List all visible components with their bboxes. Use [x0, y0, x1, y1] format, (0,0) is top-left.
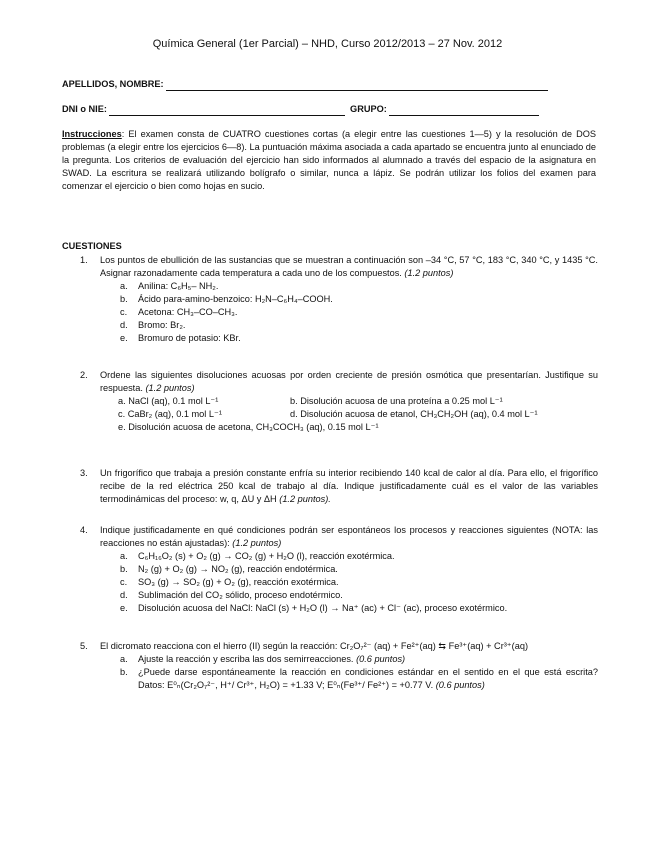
- option-row: [118, 408, 598, 421]
- list-item: [120, 602, 598, 615]
- list-item: [120, 319, 598, 332]
- question-number: 1.: [80, 255, 88, 265]
- name-label: APELLIDOS, NOMBRE:: [62, 79, 164, 89]
- instructions-label: Instrucciones: [62, 129, 122, 139]
- item-text: Acetona: CH₃–CO–CH₃.: [138, 307, 238, 317]
- item-label: a.: [120, 551, 128, 561]
- list-item: [120, 550, 598, 563]
- question-number: 2.: [80, 370, 88, 380]
- q4-points: (1.2 puntos): [232, 538, 282, 548]
- question-number: 5.: [80, 641, 88, 651]
- q1-text: Los puntos de ebullición de las sustancias que se muestran a continuación son –34 °C, 57 °C, 183 °C, 340 °C, y 1435 °C. Asignar razonadamente cada temperatura a cada uno de los compuestos.: [100, 255, 598, 278]
- q2-text: Ordene las siguientes disoluciones acuosas por orden creciente de presión osmótica que presentarían. Justifique su respuesta.: [100, 370, 598, 393]
- question-1: [80, 254, 598, 345]
- question-5: [80, 640, 598, 692]
- instructions: [62, 128, 596, 193]
- item-text: C₆H₁₆O₂ (s) + O₂ (g) → CO₂ (g) + H₂O (l), reacción exotérmica.: [138, 551, 395, 561]
- item-text: SO₃ (g) → SO₂ (g) + O₂ (g), reacción exotérmica.: [138, 577, 339, 587]
- q1-points: (1.2 puntos): [404, 268, 454, 278]
- item-label: a.: [120, 281, 128, 291]
- page-header: Química General (1er Parcial) – NHD, Curso 2012/2013 – 27 Nov. 2012: [152, 38, 503, 50]
- q3-text: Un frigorífico que trabaja a presión constante enfría su interior recibiendo 140 kcal de calor al día. Para ello, el frigorífico recibe de la red eléctrica 250 kcal de trabajo al día. Indique justificadamente cuál es el valor de las variables termodinámicas del proceso: w, q, ΔU y ΔH: [100, 468, 598, 504]
- item-points: (0.6 puntos): [435, 680, 485, 690]
- item-text: Bromuro de potasio: KBr.: [138, 333, 241, 343]
- q3-points: (1.2 puntos).: [279, 494, 331, 504]
- dni-field[interactable]: [109, 105, 345, 116]
- name-row: [62, 78, 548, 91]
- group-label: GRUPO:: [350, 104, 387, 114]
- question-number: 3.: [80, 468, 88, 478]
- item-text: Ácido para-amino-benzoico: H₂N–C₆H₄–COOH.: [138, 294, 333, 304]
- list-item: [120, 293, 598, 306]
- list-item: [120, 563, 598, 576]
- item-label: e.: [120, 333, 128, 343]
- question-number: 4.: [80, 525, 88, 535]
- item-text: Ajuste la reacción y escriba las dos semirreacciones.: [138, 654, 354, 664]
- question-3: [80, 467, 598, 506]
- question-text: [100, 467, 598, 506]
- dni-label: DNI o NIE:: [62, 104, 107, 114]
- list-item: [120, 666, 598, 692]
- item-text: ¿Puede darse espontáneamente la reacción en condiciones estándar en el sentido en el que está escrita? Datos: E⁰ₙ(Cr₂O₇²⁻, H⁺/ Cr³⁺, H₂O) = +1.33 V; E⁰ₙ(Fe³⁺/ Fe²⁺) = +0.77 V.: [138, 667, 598, 690]
- section-title: CUESTIONES: [62, 241, 122, 251]
- item-label: b.: [120, 294, 128, 304]
- item-label: a.: [120, 654, 128, 664]
- question-text: El dicromato reacciona con el hierro (II) según la reacción: Cr₂O₇²⁻ (aq) + Fe²⁺(aq) ⇆ Fe³⁺(aq) + Cr³⁺(aq): [100, 641, 528, 651]
- item-text: Bromo: Br₂.: [138, 320, 186, 330]
- item-label: b.: [120, 667, 128, 677]
- item-label: b.: [120, 564, 128, 574]
- item-text: Anilina: C₆H₅– NH₂.: [138, 281, 219, 291]
- question-text: [100, 254, 598, 280]
- item-label: c.: [120, 577, 128, 587]
- list-item: [120, 576, 598, 589]
- item-text: N₂ (g) + O₂ (g) → NO₂ (g), reacción endotérmica.: [138, 564, 338, 574]
- list-item: [120, 332, 598, 345]
- q2-points: (1.2 puntos): [145, 383, 195, 393]
- group-field[interactable]: [389, 105, 539, 116]
- name-field[interactable]: [166, 80, 548, 91]
- option-row: [118, 395, 598, 408]
- list-item: [120, 589, 598, 602]
- question-text: [100, 524, 598, 550]
- item-label: c.: [120, 307, 128, 317]
- list-item: [120, 280, 598, 293]
- item-points: (0.6 puntos): [356, 654, 406, 664]
- list-item: [120, 653, 598, 666]
- item-text: Disolución acuosa del NaCl: NaCl (s) + H₂O (l) → Na⁺ (ac) + Cl⁻ (ac), proceso exotérmico.: [138, 603, 508, 613]
- item-label: e.: [120, 603, 128, 613]
- option-b: b. Disolución acuosa de una proteína a 0.25 mol L⁻¹: [290, 396, 503, 406]
- item-text: Sublimación del CO₂ sólido, proceso endotérmico.: [138, 590, 343, 600]
- dni-row: [62, 103, 539, 116]
- question-4: [80, 524, 598, 615]
- option-c: c. CaBr₂ (aq), 0.1 mol L⁻¹: [118, 409, 222, 419]
- item-label: d.: [120, 320, 128, 330]
- instructions-text: : El examen consta de CUATRO cuestiones cortas (a elegir entre las cuestiones 1—5) y la resolución de DOS problemas (a elegir entre los ejercicios 6—8). La puntuación máxima asociada a cada apartado se encuentra junto al enunciado de la pregunta. Los criterios de evaluación del ejercicio han sido informados al alumnado a través del espacio de la asignatura en SWAD. La escritura se realizará utilizando bolígrafo o similar, nunca a lápiz. Se podrán utilizar los folios del examen para comenzar el ejercicio o bien como hojas en sucio.: [62, 129, 596, 191]
- item-label: d.: [120, 590, 128, 600]
- option-e: e. Disolución acuosa de acetona, CH₃COCH₃ (aq), 0.15 mol L⁻¹: [118, 422, 379, 432]
- option-a: a. NaCl (aq), 0.1 mol L⁻¹: [118, 396, 219, 406]
- question-text: [100, 369, 598, 395]
- q4-text: Indique justificadamente en qué condiciones podrán ser espontáneos los procesos y reacciones siguientes (NOTA: las reacciones no están ajustadas):: [100, 525, 598, 548]
- list-item: [120, 306, 598, 319]
- option-d: d. Disolución acuosa de etanol, CH₃CH₂OH (aq), 0.4 mol L⁻¹: [290, 409, 538, 419]
- question-2: [80, 369, 598, 434]
